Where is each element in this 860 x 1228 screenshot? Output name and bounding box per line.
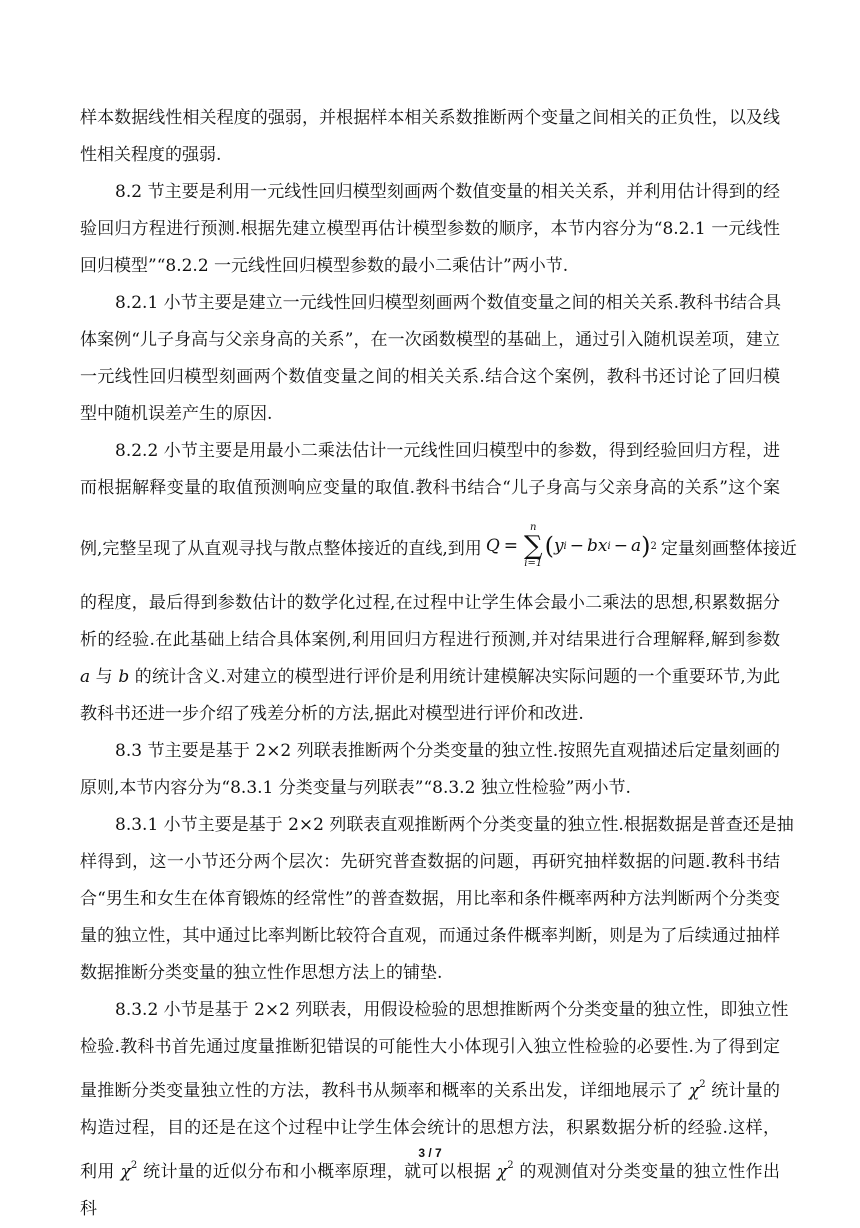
text-fragment: 统计量的近似分布和小概率原理，就可以根据: [137, 1162, 497, 1182]
paragraph-line: 样本数据线性相关程度的强弱，并根据样本相关系数推断两个变量之间相关的正负性，以及线: [80, 108, 780, 128]
text-fragment: 统计量的: [705, 1081, 780, 1101]
paragraph-line: 数据推断分类变量的独立性作思想方法上的铺垫.: [80, 963, 443, 983]
paragraph-line: 8.2 节主要是利用一元线性回归模型刻画两个数值变量的相关关系，并利用估计得到的经: [115, 182, 780, 202]
paragraph-line: 的程度，最后得到参数估计的数学化过程,在过程中让学生体会最小二乘法的思想,积累数据分: [80, 593, 780, 613]
text-fragment: 的观测值对分类变量的独立性作出科: [80, 1162, 780, 1219]
variable-a: a: [80, 667, 91, 687]
paragraph-line: 回归模型”“8.2.2 一元线性回归模型参数的最小二乘估计”两小节.: [80, 256, 569, 276]
paragraph-line: 性相关程度的强弱.: [80, 145, 222, 165]
paragraph-line: 原则,本节内容分为“8.3.1 分类变量与列联表”“8.3.2 独立性检验”两小节.: [80, 778, 631, 798]
paragraph-line: 定量刻画整体接近: [660, 538, 797, 559]
variable-b: b: [118, 667, 130, 687]
paragraph-line: 8.2.1 小节主要是建立一元线性回归模型刻画两个数值变量之间的相关关系.教科书结合具: [115, 293, 782, 313]
chi-exponent: 2: [130, 1160, 138, 1171]
paragraph-line: 8.3 节主要是基于 2×2 列联表推断两个分类变量的独立性.按照先直观描述后定量刻画的: [115, 741, 780, 761]
paragraph-line: 8.3.1 小节主要是基于 2×2 列联表直观推断两个分类变量的独立性.根据数据是普查还是抽: [115, 815, 794, 835]
left-paren: (: [544, 532, 554, 560]
paragraph-line: [80, 659, 780, 696]
paragraph-line: 样得到，这一小节还分两个层次：先研究普查数据的问题，再研究抽样数据的问题.教科书结: [80, 852, 780, 872]
paragraph-line: 8.3.2 小节是基于 2×2 列联表，用假设检验的思想推断两个分类变量的独立性，即独立性: [115, 1000, 789, 1020]
formula-sub-i: i: [563, 540, 567, 552]
formula-line: [80, 507, 797, 585]
document-page: [80, 100, 797, 1228]
paragraph-line: 体案例“儿子身高与父亲身高的关系”，在一次函数模型的基础上，通过引入随机误差项，建立: [80, 330, 780, 350]
paragraph-line: 而根据解释变量的取值预测响应变量的取值.教科书结合“儿子身高与父亲身高的关系”这个案: [80, 478, 780, 498]
text-fragment: 的统计含义.对建立的模型进行评价是利用统计建模解决实际问题的一个重要环节,为此: [129, 667, 780, 687]
paragraph-line: 例,完整呈现了从直观寻找与散点整体接近的直线,到用: [80, 538, 482, 559]
paragraph-line: 教科书还进一步介绍了残差分析的方法,据此对模型进行评价和改进.: [80, 704, 584, 724]
formula-minus: −: [613, 536, 628, 556]
formula-exponent: 2: [650, 540, 657, 552]
paragraph-line: 量的独立性，其中通过比率判断比较符合直观，而通过条件概率判断，则是为了后续通过抽样: [80, 926, 780, 946]
chi-exponent: 2: [699, 1079, 706, 1090]
text-fragment: 利用: [80, 1162, 121, 1182]
paragraph-line: 一元线性回归模型刻画两个数值变量之间的相关关系.结合这个案例，教科书还讨论了回归模: [80, 367, 780, 387]
chi-exponent: 2: [507, 1160, 514, 1171]
chi-symbol: χ: [496, 1162, 508, 1182]
formula-q: Q: [485, 536, 500, 556]
chi-symbol: χ: [120, 1162, 131, 1182]
paragraph-line: 构造过程，目的还是在这个过程中让学生体会统计的思想方法，积累数据分析的经验.这样，: [80, 1118, 780, 1138]
paragraph-line: 析的经验.在此基础上结合具体案例,利用回归方程进行预测,并对结果进行合理解释,解到参数: [80, 630, 780, 650]
chi-symbol: χ: [688, 1081, 700, 1101]
least-squares-formula: [486, 523, 657, 569]
formula-bx: bx: [587, 536, 608, 556]
formula-y: y: [553, 536, 564, 556]
page-number: 3 / 7: [418, 1146, 442, 1160]
paragraph-line: 合“男生和女生在体育锻炼的经常性”的普查数据，用比率和条件概率两种方法判断两个分类变: [80, 889, 780, 909]
formula-equals: =: [503, 536, 518, 556]
paragraph-line: 检验.教科书首先通过度量推断犯错误的可能性大小体现引入独立性检验的必要性.为了得到定: [80, 1037, 780, 1057]
formula-minus: −: [569, 536, 584, 556]
paragraph-line: [80, 1066, 780, 1110]
right-paren: ): [641, 532, 651, 560]
text-fragment: 量推断分类变量独立性的方法，教科书从频率和概率的关系出发，详细地展示了: [80, 1081, 689, 1101]
paragraph-line: 验回归方程进行预测.根据先建立模型再估计模型参数的顺序，本节内容分为“8.2.1 一元线性: [80, 219, 780, 239]
paragraph-line: 8.2.2 小节主要是用最小二乘法估计一元线性回归模型中的参数，得到经验回归方程，进: [115, 441, 780, 461]
sigma-upper: n: [530, 522, 537, 533]
sigma-icon: ∑: [524, 531, 543, 561]
paragraph-line: 型中随机误差产生的原因.: [80, 404, 273, 424]
sigma-lower: i=1: [524, 558, 543, 569]
text-fragment: 与: [90, 667, 119, 687]
formula-sub-i: i: [607, 540, 611, 552]
sigma-symbol: [524, 523, 543, 569]
formula-a: a: [630, 536, 642, 556]
